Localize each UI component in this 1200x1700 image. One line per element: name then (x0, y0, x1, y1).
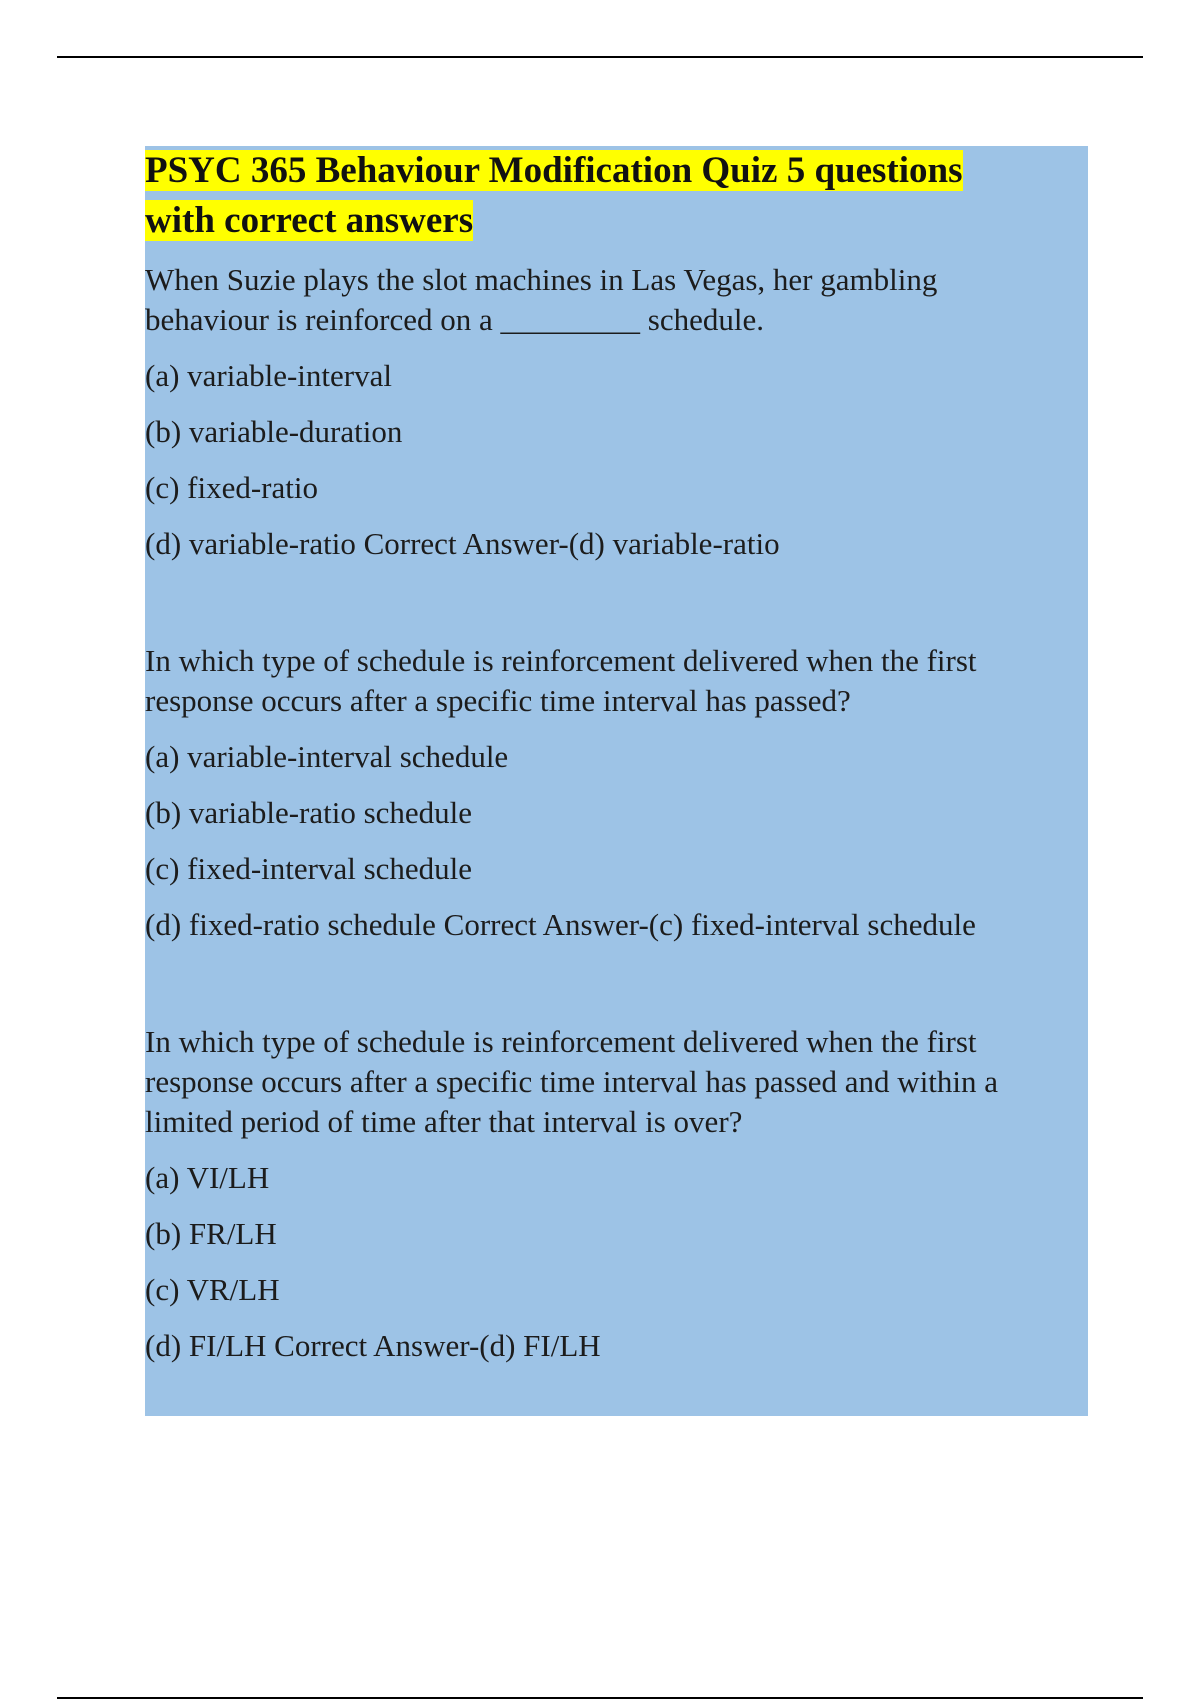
top-rule (57, 56, 1143, 58)
question-1-option-c: (c) fixed-ratio (145, 470, 318, 505)
document-content (145, 146, 1065, 1366)
document-title (145, 146, 1065, 246)
question-3 (145, 1022, 1065, 1366)
question-1-option-d: (d) variable-ratio Correct Answer-(d) variable-ratio (145, 526, 780, 561)
question-2-option-a: (a) variable-interval schedule (145, 739, 509, 774)
question-1-prompt: When Suzie plays the slot machines in Las Vegas, her gambling behaviour is reinforced on a _________ schedule. (145, 262, 938, 337)
question-2 (145, 641, 1065, 945)
question-1-option-b: (b) variable-duration (145, 414, 403, 449)
question-2-option-d: (d) fixed-ratio schedule Correct Answer-(c) fixed-interval schedule (145, 907, 976, 942)
question-2-option-c: (c) fixed-interval schedule (145, 851, 473, 886)
question-2-prompt: In which type of schedule is reinforcement delivered when the first response occurs after a specific time interval has passed? (145, 643, 977, 718)
question-3-option-b: (b) FR/LH (145, 1216, 277, 1251)
question-3-option-c: (c) VR/LH (145, 1272, 280, 1307)
question-1-option-a: (a) variable-interval (145, 358, 392, 393)
question-3-option-a: (a) VI/LH (145, 1160, 270, 1195)
question-3-option-d: (d) FI/LH Correct Answer-(d) FI/LH (145, 1328, 601, 1363)
title-line-2: with correct answers (145, 200, 474, 241)
question-1 (145, 260, 1065, 564)
title-line-1: PSYC 365 Behaviour Modification Quiz 5 questions (145, 150, 963, 191)
bottom-rule (57, 1697, 1143, 1699)
question-2-option-b: (b) variable-ratio schedule (145, 795, 473, 830)
question-3-prompt: In which type of schedule is reinforcement delivered when the first response occurs after a specific time interval has passed and within a limited period of time after that interval is over? (145, 1024, 999, 1139)
